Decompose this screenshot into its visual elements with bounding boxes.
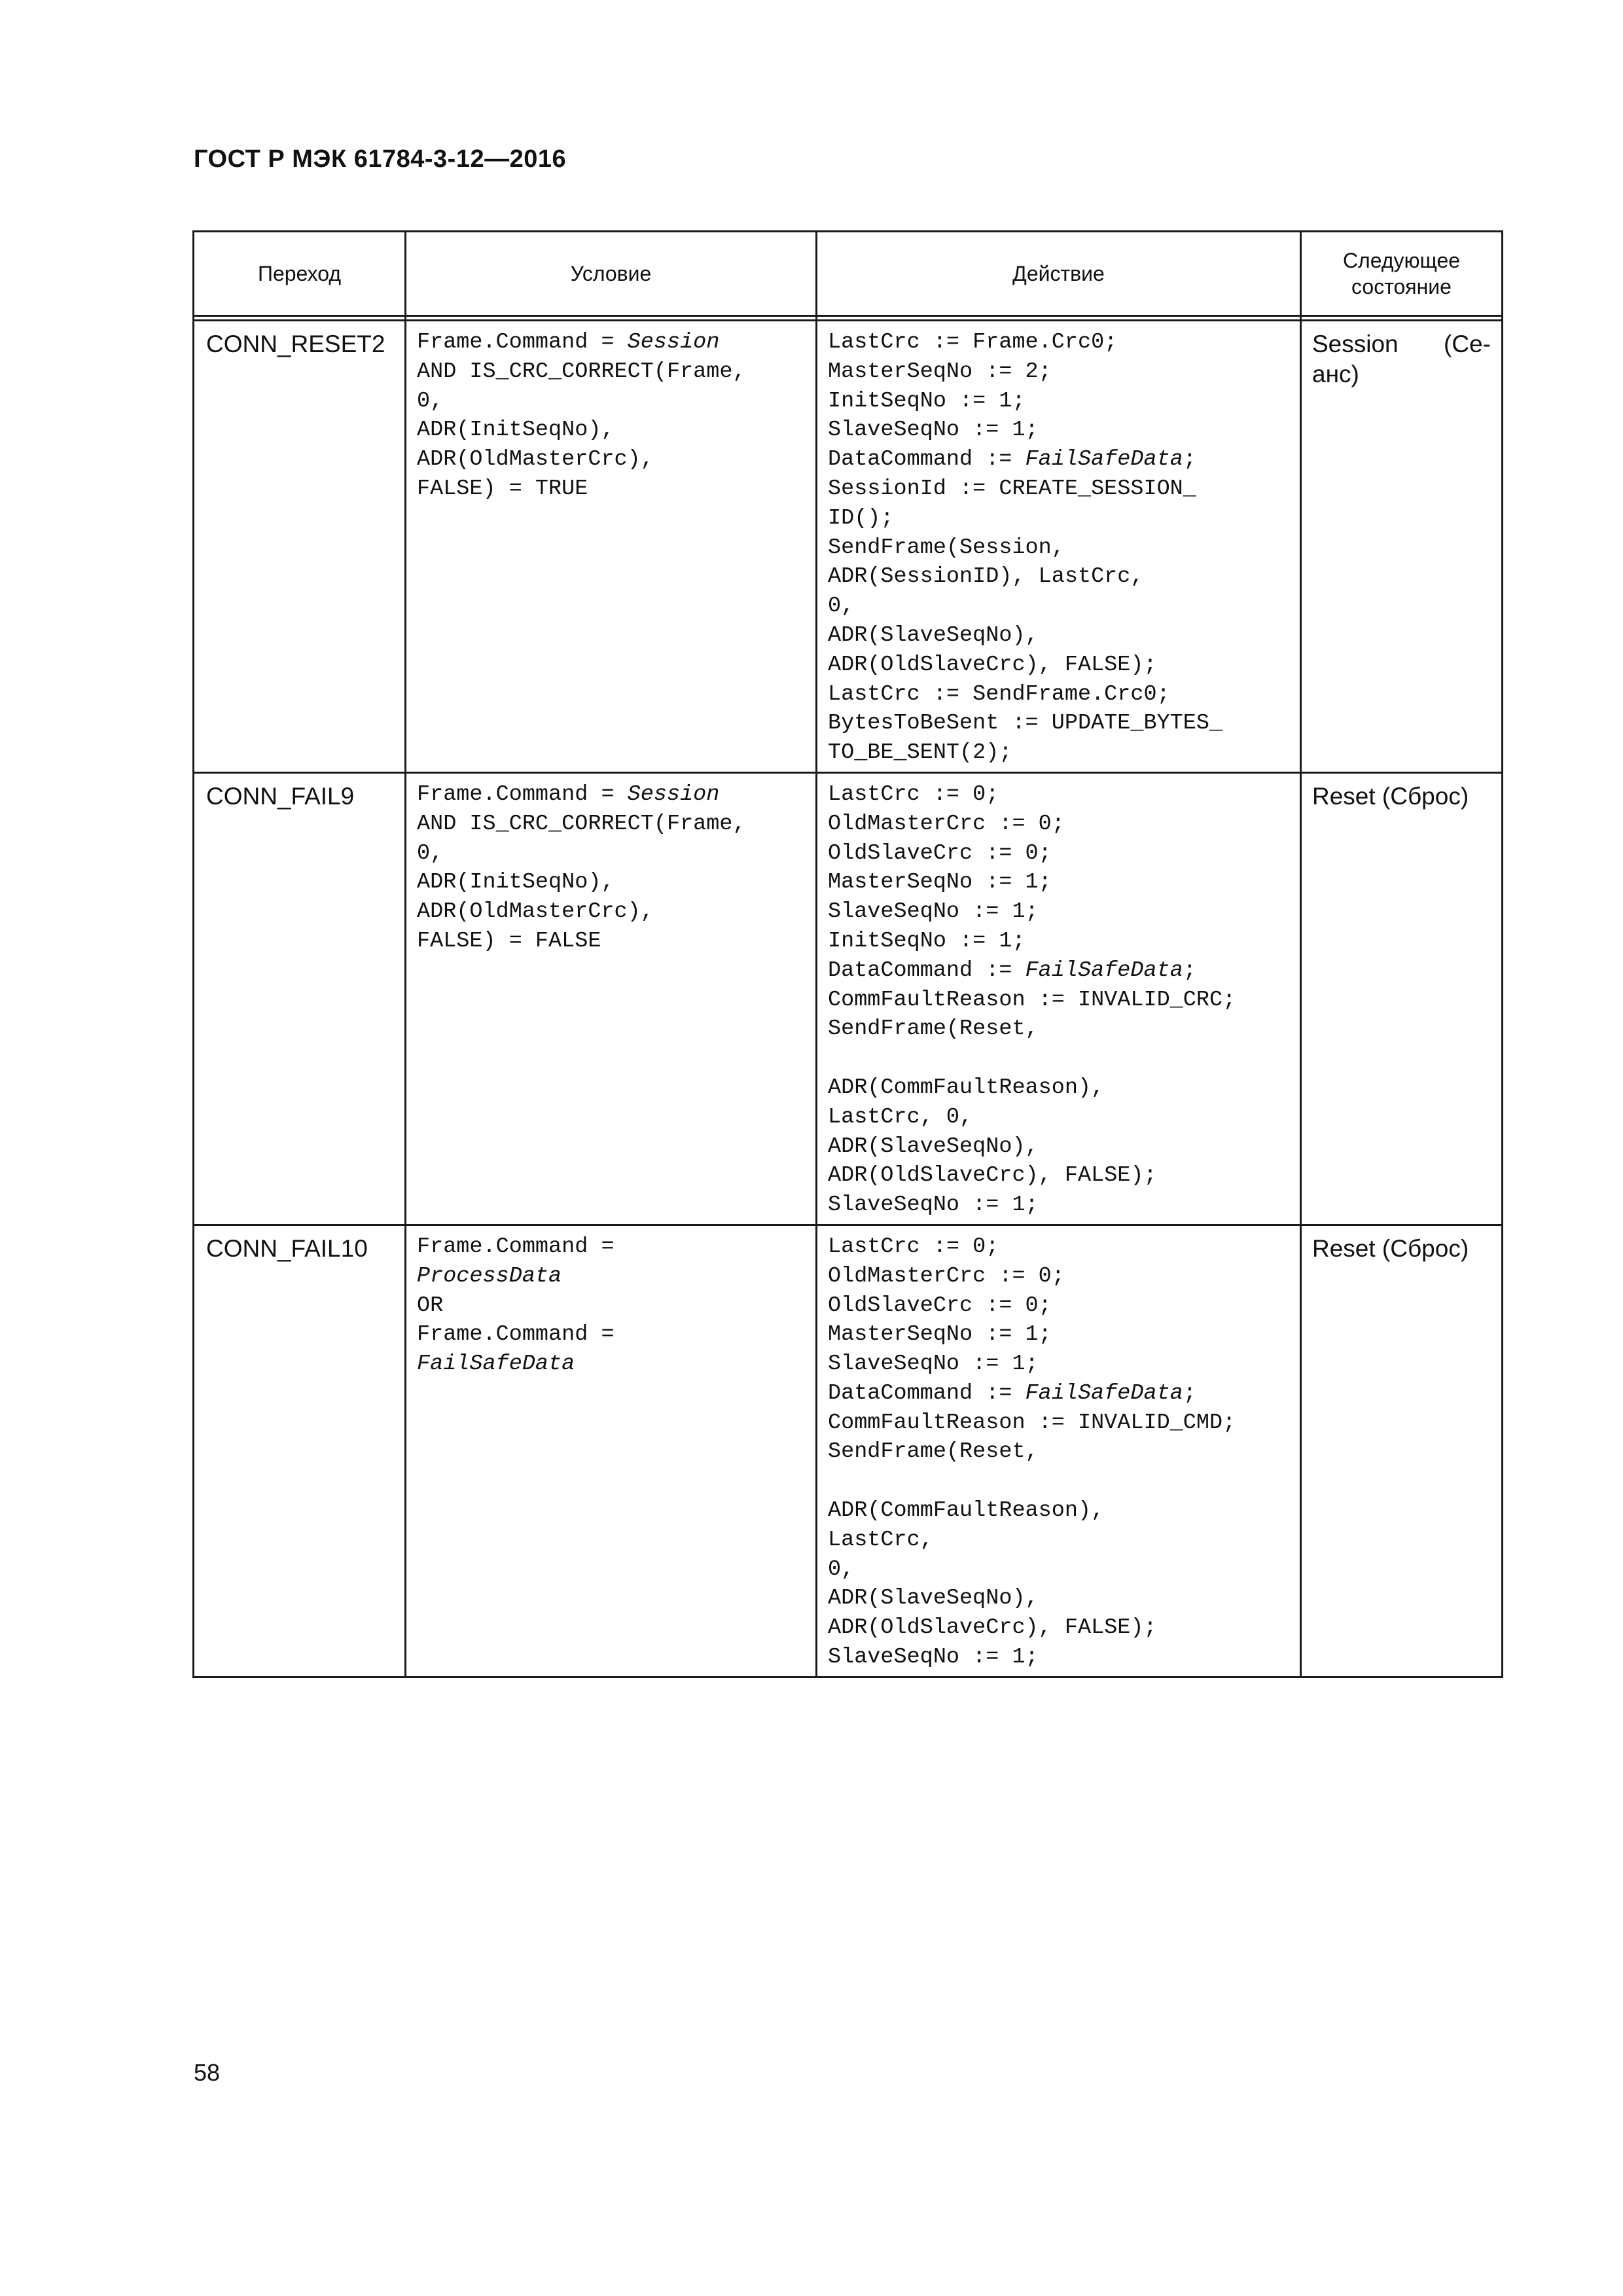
code-line: DataCommand := FailSafeData; [828,447,1196,473]
code-line: BytesToBeSent := UPDATE_BYTES_ [828,711,1223,736]
document-header: ГОСТ Р МЭК 61784-3-12—2016 [194,145,567,173]
table-row [194,321,1503,773]
code-line: ADR(SessionID), LastCrc, [828,564,1144,590]
code-line: InitSeqNo := 1; [828,928,1026,954]
code-line: SlaveSeqNo := 1; [828,418,1039,443]
code-line: ADR(OldMasterCrc), [417,899,654,925]
code-line: ADR(OldSlaveCrc), FALSE); [828,1163,1157,1189]
code-line: LastCrc := 0; [828,781,999,807]
code-line: OldMasterCrc := 0; [828,811,1065,836]
code-line: FALSE) = FALSE [417,928,601,954]
code-line: FailSafeData [417,1352,575,1377]
code-line [828,1467,1292,1496]
code-line: ADR(CommFaultReason), [828,1075,1105,1100]
transition-cell: CONN_FAIL10 [194,1225,406,1677]
next-state-cell: Session (Се-анс) [1301,321,1503,773]
table-body [194,316,1503,1677]
next-state-cell: Reset (Сброс) [1301,772,1503,1225]
code-line: 0, [828,594,855,619]
code-line: 0, [828,1556,855,1582]
code-line: LastCrc := 0; [828,1234,999,1259]
code-line: SessionId := CREATE_SESSION_ [828,476,1196,501]
header-double-rule [194,316,1503,321]
code-line: SlaveSeqNo := 1; [828,1645,1039,1670]
table-row [194,772,1503,1225]
code-line: MasterSeqNo := 1; [828,870,1052,895]
code-line: ADR(OldSlaveCrc), FALSE); [828,1615,1157,1641]
code-line: DataCommand := FailSafeData; [828,958,1196,983]
column-header-transition: Переход [194,232,406,316]
code-line: ADR(SlaveSeqNo), [828,1586,1039,1611]
condition-cell [406,1225,817,1677]
code-line: SendFrame(Reset, [828,1439,1039,1465]
code-line: Frame.Command = [417,1322,615,1348]
page-number: 58 [194,2059,221,2086]
code-line [828,1044,1292,1073]
next-state-cell: Reset (Сброс) [1301,1225,1503,1677]
code-line: Frame.Command = [417,1234,615,1259]
code-line: ADR(SlaveSeqNo), [828,1134,1039,1159]
column-header-next-state: Следующее состояние [1301,232,1503,316]
code-line: ADR(OldMasterCrc), [417,447,654,473]
condition-cell [406,321,817,773]
code-line: Frame.Command = Session [417,330,720,355]
code-line: ADR(CommFaultReason), [828,1498,1105,1524]
code-line: OR [417,1293,444,1318]
code-line: ADR(InitSeqNo), [417,418,615,443]
table-header-row [194,232,1503,316]
code-line: CommFaultReason := INVALID_CMD; [828,1410,1236,1435]
code-line: SlaveSeqNo := 1; [828,1193,1039,1218]
code-line: 0, [417,840,444,866]
code-line: SlaveSeqNo := 1; [828,1352,1039,1377]
code-line: DataCommand := FailSafeData; [828,1380,1196,1406]
code-line: MasterSeqNo := 2; [828,359,1052,384]
condition-cell [406,772,817,1225]
code-line: LastCrc, [828,1527,933,1552]
action-cell [817,321,1301,773]
table-row [194,1225,1503,1677]
code-line: ID(); [828,505,894,531]
code-line: 0, [417,388,444,414]
code-line: ProcessData [417,1263,562,1289]
code-line: ADR(OldSlaveCrc), FALSE); [828,652,1157,677]
transition-cell: CONN_FAIL9 [194,772,406,1225]
code-line: AND IS_CRC_CORRECT(Frame, [417,359,746,384]
code-line: SendFrame(Reset, [828,1016,1039,1042]
code-line: SendFrame(Session, [828,535,1065,560]
code-line: InitSeqNo := 1; [828,388,1026,414]
action-cell [817,772,1301,1225]
code-line: LastCrc := SendFrame.Crc0; [828,681,1170,707]
code-line: OldMasterCrc := 0; [828,1263,1065,1289]
code-line: AND IS_CRC_CORRECT(Frame, [417,811,746,836]
column-header-action: Действие [817,232,1301,316]
code-line: OldSlaveCrc := 0; [828,1293,1052,1318]
column-header-condition: Условие [406,232,817,316]
code-line: ADR(InitSeqNo), [417,870,615,895]
code-line: TO_BE_SENT(2); [828,740,1012,766]
code-line: LastCrc := Frame.Crc0; [828,330,1118,355]
state-transition-table [192,230,1503,1678]
code-line: FALSE) = TRUE [417,476,588,501]
code-line: MasterSeqNo := 1; [828,1322,1052,1348]
action-cell [817,1225,1301,1677]
transition-cell: CONN_RESET2 [194,321,406,773]
code-line: LastCrc, 0, [828,1104,973,1130]
code-line: CommFaultReason := INVALID_CRC; [828,987,1236,1013]
code-line: SlaveSeqNo := 1; [828,899,1039,925]
code-line: Frame.Command = Session [417,781,720,807]
code-line: OldSlaveCrc := 0; [828,840,1052,866]
code-line: ADR(SlaveSeqNo), [828,622,1039,648]
